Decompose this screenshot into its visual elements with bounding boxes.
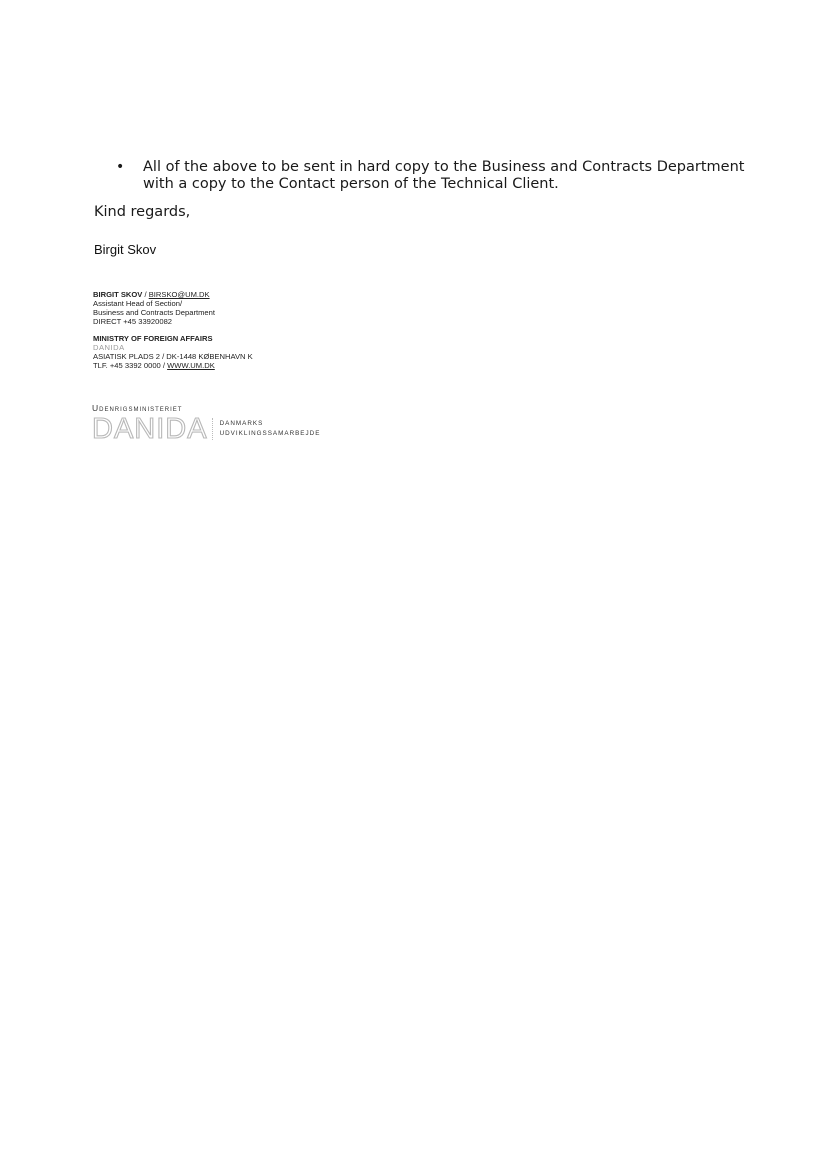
logo-ministry-text: Udenrigsministeriet xyxy=(92,403,183,413)
ministry-phone: TLF. +45 3392 0000 / xyxy=(93,361,168,370)
closing-salutation: Kind regards, xyxy=(94,204,191,220)
logo-subtitle-line2: UDVIKLINGSSAMARBEJDE xyxy=(219,430,321,437)
bullet-marker: • xyxy=(116,159,125,175)
logo-danida-wordmark: DANIDA xyxy=(92,413,208,445)
signature-block xyxy=(93,290,253,370)
bullet-text: All of the above to be sent in hard copy to the Business and Contracts Department with a copy to the Contact person of the Technical Client. xyxy=(143,159,745,192)
signature-title: Assistant Head of Section/ xyxy=(93,299,183,308)
email-separator: / xyxy=(142,290,149,299)
signature-name-caps: BIRGIT SKOV xyxy=(93,290,143,299)
bullet-item xyxy=(116,159,766,193)
signature-name: Birgit Skov xyxy=(94,242,157,257)
danida-logo xyxy=(92,403,362,453)
signature-direct-phone: DIRECT +45 33920082 xyxy=(93,317,173,326)
logo-subtitle-line1: DANMARKS xyxy=(219,420,264,427)
ministry-phone-line xyxy=(93,361,253,370)
logo-subtitle xyxy=(220,416,321,439)
logo-divider xyxy=(212,418,214,440)
signature-department: Business and Contracts Department xyxy=(93,308,215,317)
email-link[interactable]: BIRSKO@UM.DK xyxy=(148,290,210,299)
agency-name: DANIDA xyxy=(93,343,125,352)
ministry-address: ASIATISK PLADS 2 / DK-1448 KØBENHAVN K xyxy=(93,352,253,361)
signature-name-line xyxy=(93,290,253,299)
website-link[interactable]: WWW.UM.DK xyxy=(167,361,215,370)
ministry-name: MINISTRY OF FOREIGN AFFAIRS xyxy=(93,334,213,343)
